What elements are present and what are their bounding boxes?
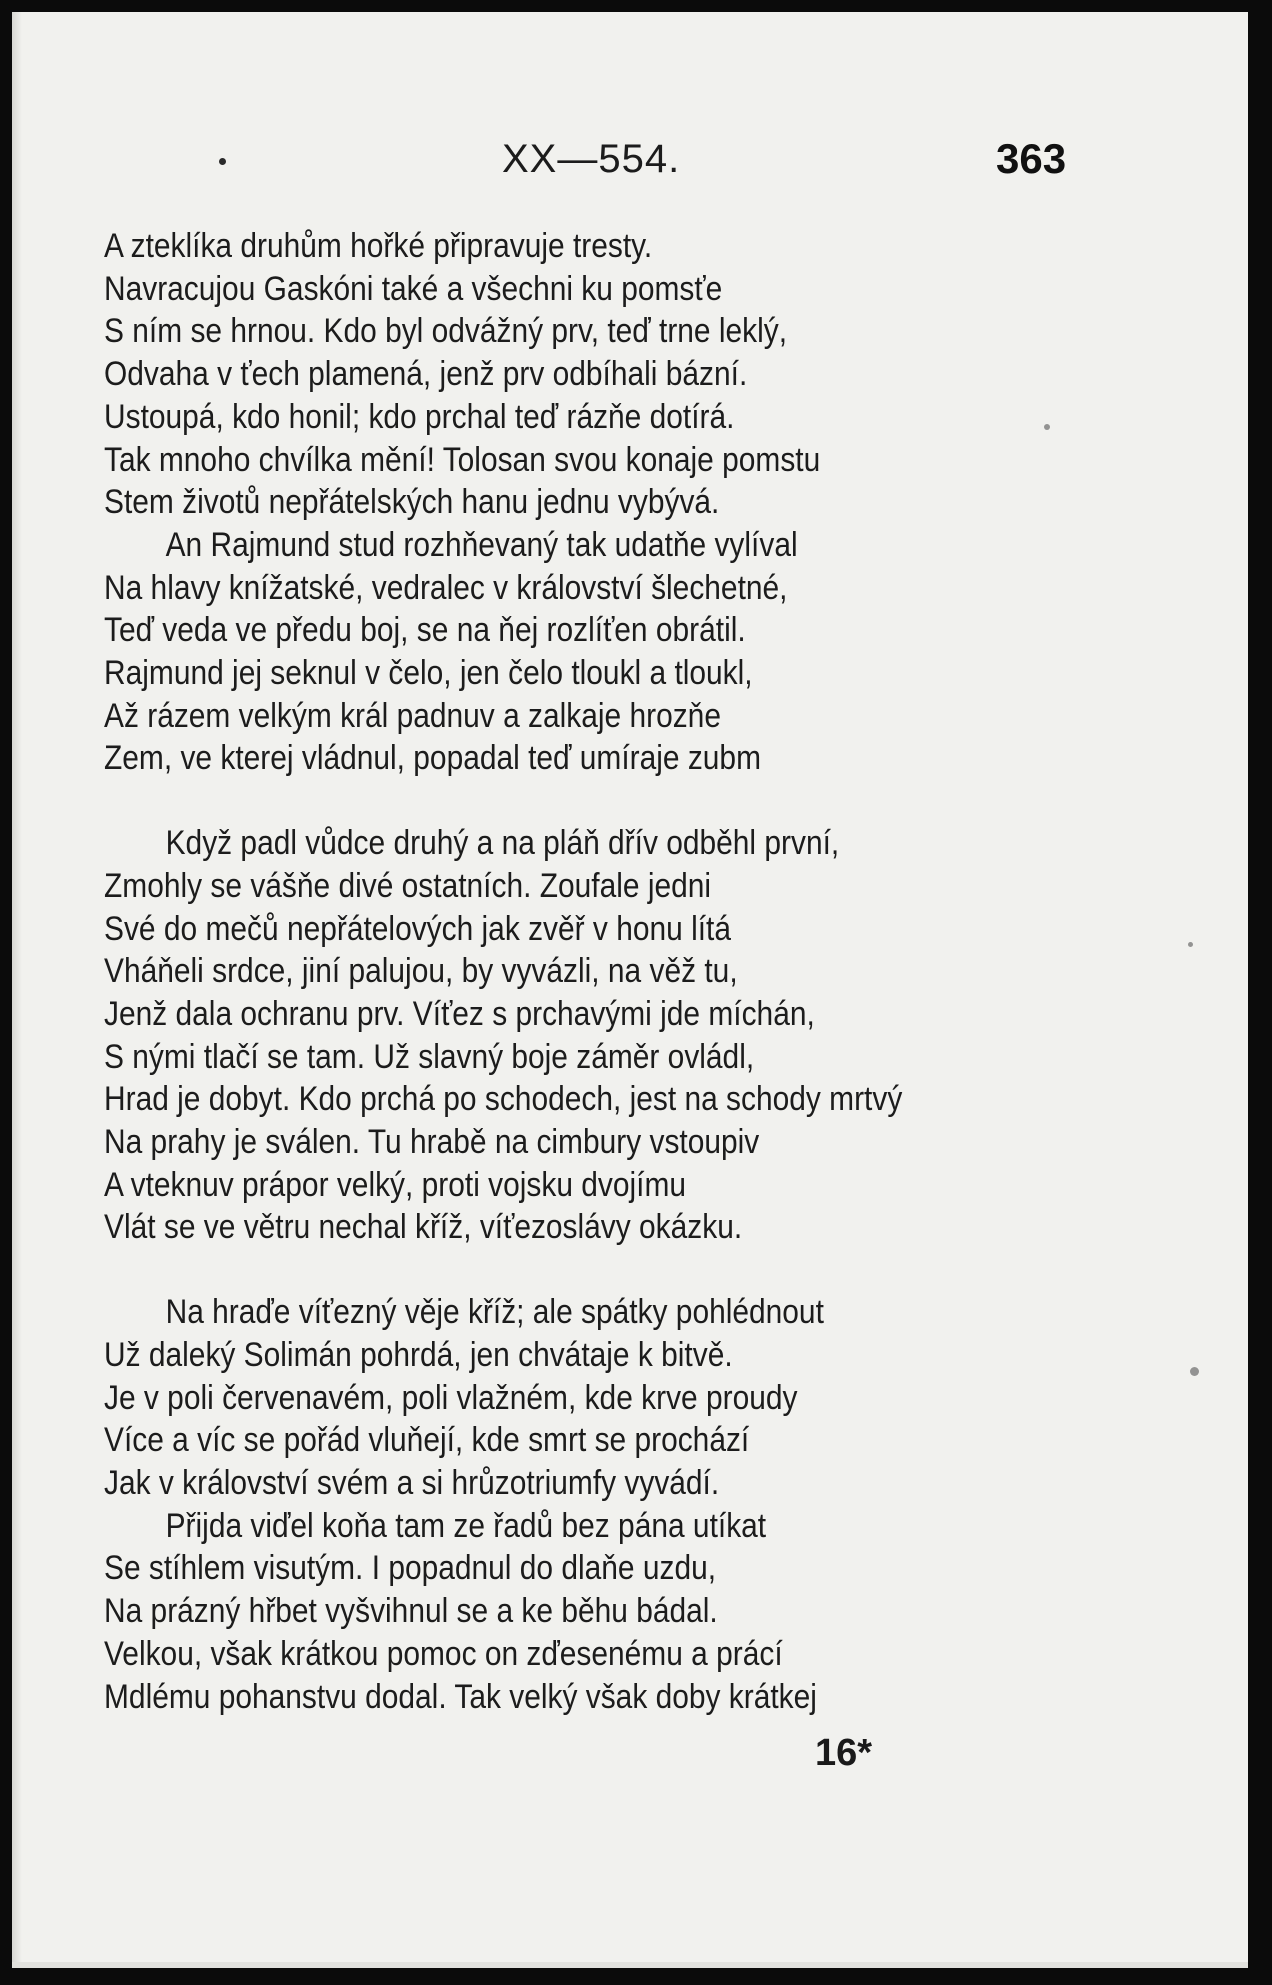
page-bottom-edge <box>12 1962 1248 1968</box>
text-line: Více a víc se pořád vluňejí, kde smrt se prochází <box>104 1421 750 1460</box>
text-line: Se stíhlem visutým. I popadnul do dlaňe uzdu, <box>104 1549 717 1588</box>
text-line: Hrad je dobyt. Kdo prchá po schodech, jest na schody mrtvý <box>104 1080 903 1119</box>
text-line: Teď veda ve předu boj, se na ňej rozlíťen obrátil. <box>104 611 746 650</box>
text-line: A vteknuv prápor velký, proti vojsku dvojímu <box>104 1165 687 1204</box>
text-line: Už daleký Solimán pohrdá, jen chvátaje k bitvě. <box>104 1335 733 1374</box>
header-dot-mark <box>219 158 226 165</box>
text-line: A zteklíka druhům hořké připravuje tresty. <box>104 227 653 265</box>
text-line: Zmohly se vášňe divé ostatních. Zoufale jedni <box>104 866 712 905</box>
signature-mark: 16* <box>815 1732 873 1774</box>
text-line: Mdlému pohanstvu dodal. Tak velký však doby krátkej <box>104 1677 817 1716</box>
text-line: Jenž dala ochranu prv. Víťez s prchavými jde míchán, <box>104 994 815 1033</box>
text-line: Jak v království svém a si hrůzotriumfy vyvádí. <box>104 1463 720 1502</box>
text-line: Své do mečů nepřátelových jak zvěř v honu lítá <box>104 909 731 948</box>
print-speck <box>1190 1367 1199 1376</box>
text-line: Tak mnoho chvílka mění! Tolosan svou konaje pomstu <box>104 440 821 479</box>
page-number: 363 <box>996 135 1067 182</box>
text-line: Rajmund jej seknul v čelo, jen čelo tloukl a tloukl, <box>104 654 753 693</box>
text-line: Na hraďe víťezný věje kříž; ale spátky pohlédnout <box>165 1293 824 1332</box>
text-line: Vháňeli srdce, jiní palujou, by vyvázli, na věž tu, <box>104 952 738 991</box>
text-line: Na hlavy knížatské, vedralec v království šlechetné, <box>104 568 788 607</box>
text-line: Zem, ve kterej vládnul, popadal teď umíraje zubm <box>104 739 762 778</box>
text-line: Až rázem velkým král padnuv a zalkaje hrozňe <box>104 696 721 735</box>
print-speck <box>1044 424 1050 430</box>
text-line: Navracujou Gaskóni také a všechni ku pomsťe <box>104 269 723 308</box>
text-line: An Rajmund stud rozhňevaný tak udatňe vylíval <box>165 525 798 564</box>
stanza <box>104 225 993 780</box>
page-header <box>12 132 1248 192</box>
text-line: Když padl vůdce druhý a na pláň dřív odběhl první, <box>165 824 840 863</box>
text-line: Stem životů nepřátelských hanu jednu vybývá. <box>104 483 720 522</box>
text-line: Přijda viďel koňa tam ze řadů bez pána utíkat <box>165 1506 767 1545</box>
text-line: Na prázný hřbet vyšvihnul se a ke běhu bádal. <box>104 1592 718 1631</box>
text-line: Vlát se ve větru nechal kříž, víťezoslávy okázku. <box>104 1208 743 1247</box>
text-line: Velkou, však krátkou pomoc on zďesenému a prácí <box>104 1634 783 1673</box>
text-line: S ním se hrnou. Kdo byl odvážný prv, teď trne leklý, <box>104 312 788 351</box>
text-line: Ustoupá, kdo honil; kdo prchal teď rázňe dotírá. <box>104 397 735 436</box>
stanza <box>104 1291 993 1718</box>
print-speck <box>1188 942 1193 947</box>
text-line: Na prahy je sválen. Tu hrabě na cimbury vstoupiv <box>104 1123 760 1162</box>
poem-text <box>104 225 993 1718</box>
page-gutter-edge <box>12 12 22 1968</box>
book-page <box>12 12 1248 1968</box>
stanza <box>104 822 993 1249</box>
text-line: S nými tlačí se tam. Už slavný boje záměr ovládl, <box>104 1037 755 1076</box>
running-head: XX—554. <box>502 137 681 181</box>
text-line: Odvaha v ťech plamená, jenž prv odbíhali bázní. <box>104 355 748 394</box>
text-line: Je v poli červenavém, poli vlažném, kde krve proudy <box>104 1378 798 1417</box>
